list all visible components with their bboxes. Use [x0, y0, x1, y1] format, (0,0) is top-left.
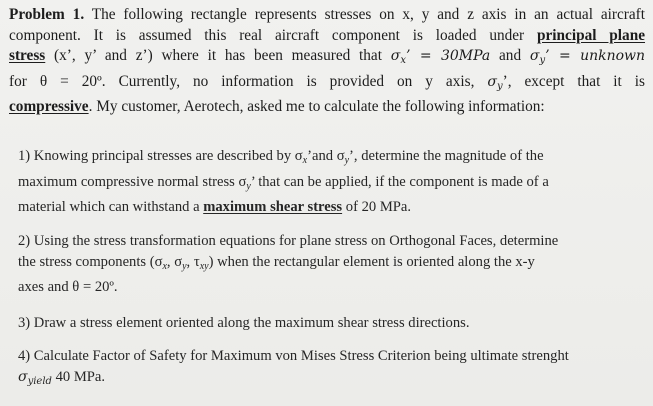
question-2: 2) Using the stress transformation equations for plane stress on Orthogonal Faces, determine the stress components ($\sigma_x$, $\sigma_y$, $\tau_{xy}$) when the rectangular element is oriented along the x-y axes and θ = 20º.	[18, 233, 559, 295]
intro-line-4: for θ = 20º. Currently, no information is provided on y axis, $\sigma_y$’, except that it is	[9, 72, 645, 92]
problem-title: Problem 1.	[9, 6, 85, 23]
principal-plane-term: principal plane	[536, 26, 646, 44]
question-4: 4) Calculate Factor of Safety for Maximum von Mises Stress Criterion being ultimate strenght $\sigma_{yield}$ 40 MPa.	[18, 348, 569, 387]
intro-line-2: component. It is assumed this real aircraft component is loaded under principal plane	[9, 26, 646, 44]
sigma-yield-symbol: $\sigma_{yield}$	[18, 368, 52, 387]
question-3: 3) Draw a stress element oriented along the maximum shear stress directions.	[18, 315, 470, 331]
max-shear-stress-term: maximum shear stress	[203, 199, 343, 215]
sigma-y-value: $\sigma_y$’ = unknown	[529, 48, 646, 67]
intro-line-5: compressive. My customer, Aerotech, asked me to calculate the following information:	[9, 98, 545, 116]
intro-line-3: stress (x’, y’ and z’) where it has been measured that $\sigma_x$’ = 30MPa and $\sigma_y$’ = unknown	[9, 47, 646, 67]
compressive-term: compressive	[9, 98, 89, 116]
problem-intro	[9, 5, 645, 118]
intro-line-1: Problem 1. The following rectangle represents stresses on x, y and z axis in an actual aircraft	[9, 6, 645, 23]
question-1: 1) Knowing principal stresses are described by $\sigma_x’and$ $\sigma_y$’, determine the magnitude of the maximum compressive normal stress $\sigma_y$’ that can be applied, if the component is made of a material which can withstand a maximum shear stress of 20 MPa.	[18, 148, 549, 215]
sigma-x-value: $\sigma_x$’ = 30MPa	[390, 48, 491, 67]
